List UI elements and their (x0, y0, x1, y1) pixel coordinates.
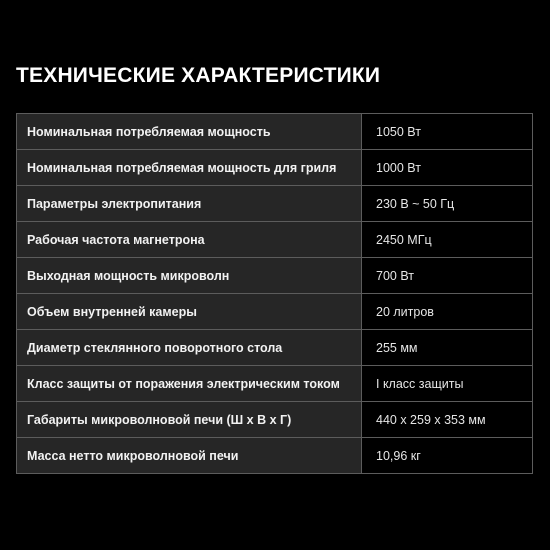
spec-value: 1000 Вт (362, 150, 533, 186)
spec-value: 230 В ~ 50 Гц (362, 186, 533, 222)
table-row (17, 186, 533, 222)
table-row (17, 222, 533, 258)
table-row (17, 114, 533, 150)
spec-label: Выходная мощность микроволн (17, 258, 362, 294)
table-row (17, 294, 533, 330)
spec-label: Номинальная потребляемая мощность (17, 114, 362, 150)
spec-value: 2450 МГц (362, 222, 533, 258)
spec-label: Класс защиты от поражения электрическим током (17, 366, 362, 402)
spec-label: Номинальная потребляемая мощность для гриля (17, 150, 362, 186)
spec-label: Габариты микроволновой печи (Ш х В х Г) (17, 402, 362, 438)
spec-value: 440 x 259 x 353 мм (362, 402, 533, 438)
table-row (17, 402, 533, 438)
spec-label: Масса нетто микроволновой печи (17, 438, 362, 474)
spec-value: 20 литров (362, 294, 533, 330)
spec-label: Диаметр стеклянного поворотного стола (17, 330, 362, 366)
spec-label: Рабочая частота магнетрона (17, 222, 362, 258)
table-row (17, 258, 533, 294)
spec-label: Объем внутренней камеры (17, 294, 362, 330)
table-row (17, 330, 533, 366)
table-row (17, 366, 533, 402)
spec-value: 255 мм (362, 330, 533, 366)
page-title: ТЕХНИЧЕСКИЕ ХАРАКТЕРИСТИКИ (16, 64, 381, 87)
table-row (17, 150, 533, 186)
spec-value: 1050 Вт (362, 114, 533, 150)
table-row (17, 438, 533, 474)
spec-value: I класс защиты (362, 366, 533, 402)
spec-value: 700 Вт (362, 258, 533, 294)
spec-value: 10,96 кг (362, 438, 533, 474)
specifications-table (16, 113, 533, 474)
spec-label: Параметры электропитания (17, 186, 362, 222)
